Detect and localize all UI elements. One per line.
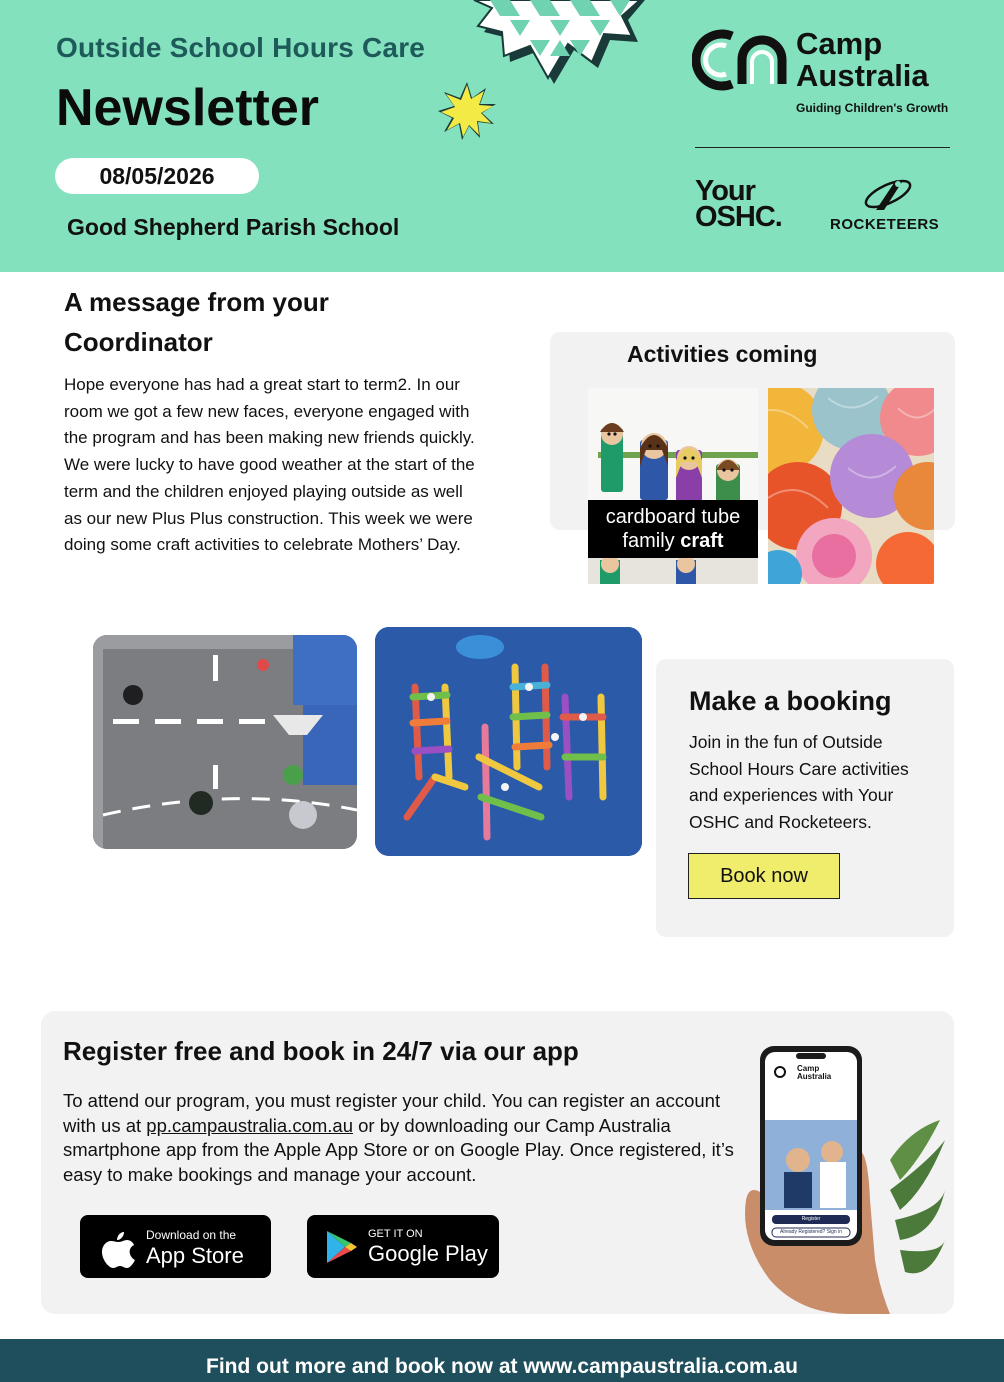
lego-construction-photo <box>93 635 357 849</box>
google-play-big-text: Google Play <box>368 1241 488 1266</box>
booking-description: Join in the fun of Outside School Hours Care activities and experiences with Your OSHC and Rocketeers. <box>689 732 909 833</box>
coordinator-message: Hope everyone has had a great start to term2. In our room we got a few new faces, everyone engaged with the program and has been making new friends quickly. We were lucky to have good weather at the start of the term and the children enjoyed playing outside as well as our new Plus Plus construction. This week we were doing some craft activities to celebrate Mothers’ Day. <box>64 375 475 555</box>
app-body-start: To attend our program, you must register your child. You can register an account with us at <box>63 1090 721 1136</box>
phone-hand-image <box>740 1040 945 1314</box>
craft-caption-line1: cardboard tube <box>605 506 741 528</box>
google-play-icon <box>325 1229 359 1265</box>
app-store-big-text: App Store <box>146 1243 244 1268</box>
craft-caption-family: family <box>622 530 681 552</box>
school-name: Good Shepherd Parish School <box>67 214 400 240</box>
rocket-icon <box>862 174 914 214</box>
brand-tagline: Guiding Children's Growth <box>796 101 949 115</box>
registration-link[interactable]: pp.campaustralia.com.au <box>146 1114 353 1136</box>
craft-caption-line2 <box>588 529 758 553</box>
craft-caption <box>588 500 758 558</box>
phone-register-button: Register <box>801 1216 821 1222</box>
your-oshc-text: Your OSHC. <box>695 175 782 233</box>
booking-title: Make a booking <box>689 686 892 716</box>
yarn-balls <box>768 388 934 584</box>
program-title: Outside School Hours Care <box>56 32 426 63</box>
craft-caption-craft: craft <box>680 530 724 552</box>
apple-icon <box>100 1228 136 1268</box>
coordinator-heading: A message from your Coordinator <box>64 287 329 357</box>
app-store-small-text: Download on the <box>146 1228 237 1242</box>
header-divider <box>695 147 950 148</box>
phone-in-hand-illustration <box>740 1040 945 1314</box>
lego-baseplate-image <box>93 635 357 849</box>
app-register-description <box>63 1089 743 1187</box>
camp-australia-logo-icon <box>692 28 792 92</box>
yarn-pompom-image <box>768 388 934 584</box>
your-oshc-logo <box>695 175 805 233</box>
footer-text[interactable]: Find out more and book now at www.campaustralia.com.au <box>206 1355 798 1378</box>
phone-brand-line2: Australia <box>797 1072 832 1081</box>
app-register-title: Register free and book in 24/7 via our app <box>63 1036 579 1066</box>
newsletter-title: Newsletter <box>56 79 319 137</box>
date-badge: 08/05/2026 <box>55 158 259 194</box>
app-body-end: or by downloading our Camp Australia smartphone app from the Apple App Store or on Google Play. Once registered, it’s easy to make bookings and manage your account. <box>63 1114 734 1185</box>
activities-title: Activities coming <box>627 341 818 367</box>
book-now-button[interactable]: Book now <box>688 853 840 899</box>
google-play-badge[interactable] <box>307 1215 499 1278</box>
decorative-sun-icon <box>436 80 498 142</box>
rocketeers-logo-text: ROCKETEERS <box>830 216 940 233</box>
brand-name-line2: Australia <box>796 58 929 93</box>
phone-brand-line1: Camp <box>797 1064 820 1073</box>
app-store-badge[interactable] <box>80 1215 271 1278</box>
decorative-star-shape <box>470 0 655 85</box>
popsicle-stick-craft-photo <box>375 627 642 856</box>
google-play-small-text: GET IT ON <box>368 1228 423 1240</box>
popsicle-sticks-image <box>375 627 642 856</box>
phone-signin-button: Already Registered? Sign in <box>780 1229 842 1235</box>
brand-name-line1: Camp <box>796 26 883 61</box>
